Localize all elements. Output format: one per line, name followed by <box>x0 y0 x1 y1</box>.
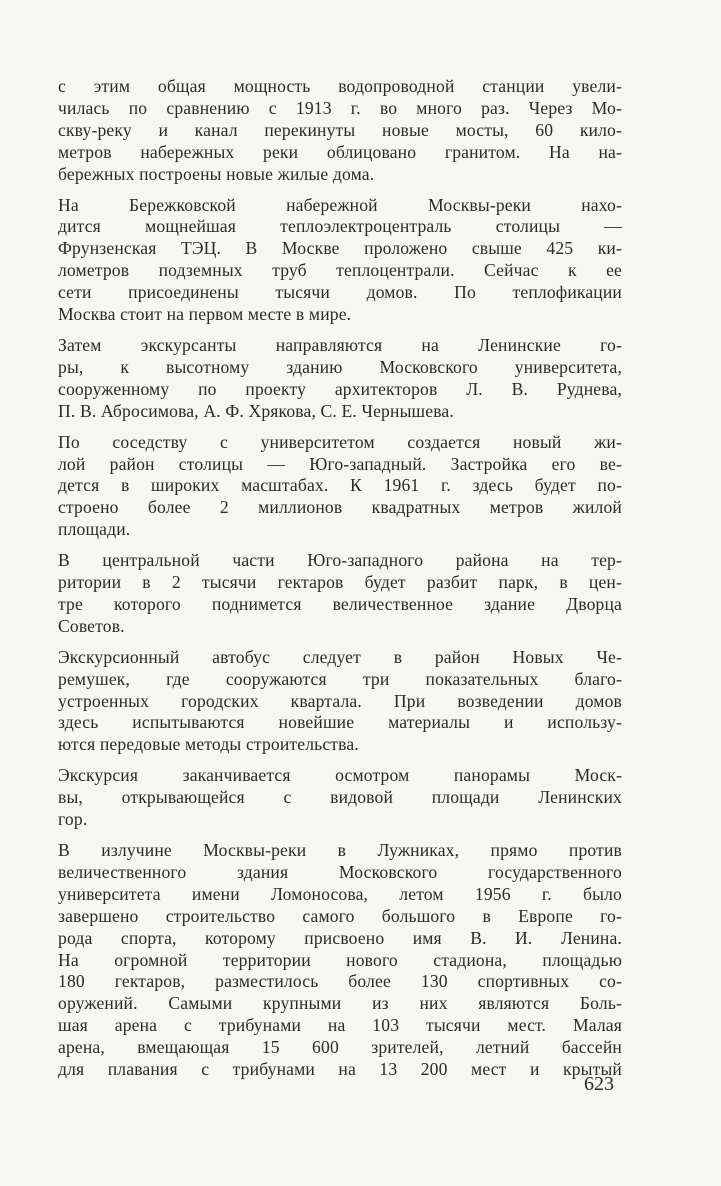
text-line: шая арена с трибунами на 103 тысячи мест. Малая <box>58 1015 622 1036</box>
text-line: здесь испытываются новейшие материалы и использу- <box>58 712 622 733</box>
text-line: Экскурсионный автобус следует в район Новых Че- <box>58 646 622 667</box>
text-line: лометров подземных труб теплоцентрали. Сейчас к ее <box>58 260 622 281</box>
paragraph <box>58 335 622 423</box>
body-text <box>58 76 622 1090</box>
text-line: сооруженному по проекту архитекторов Л. В. Руднева, <box>58 378 622 399</box>
text-line: сети присоединены тысячи домов. По теплофикации <box>58 282 622 303</box>
text-line: для плавания с трибунами на 13 200 мест и крытый <box>58 1059 622 1080</box>
text-line: вы, открывающейся с видовой площади Ленинских <box>58 787 622 808</box>
text-line: дится мощнейшая теплоэлектроцентраль столицы — <box>58 216 622 237</box>
text-line: В излучине Москвы-реки в Лужниках, прямо против <box>58 840 622 860</box>
page-number: 623 <box>584 1073 614 1095</box>
paragraph <box>58 432 622 542</box>
text-line: чилась по сравнению с 1913 г. во много раз. Через Мо- <box>58 97 622 118</box>
text-line: Затем экскурсанты направляются на Ленинские го- <box>58 334 622 355</box>
text-line: гор. <box>58 809 88 830</box>
text-line: 180 гектаров, разместилось более 130 спортивных со- <box>58 971 622 992</box>
text-line: П. В. Абросимова, А. Ф. Хрякова, С. Е. Чернышева. <box>58 400 454 421</box>
paragraph <box>58 840 622 1081</box>
text-line: величественного здания Московского государственного <box>58 861 622 882</box>
text-line: дется в широких масштабах. К 1961 г. здесь будет по- <box>58 475 622 496</box>
paragraph <box>58 765 622 831</box>
text-line: ритории в 2 тысячи гектаров будет разбит парк, в цен- <box>58 572 622 593</box>
text-line: ются передовые методы строительства. <box>58 734 359 755</box>
text-line: арена, вмещающая 15 600 зрителей, летний бассейн <box>58 1037 622 1058</box>
text-line: площади. <box>58 519 131 540</box>
text-line: На огромной территории нового стадиона, площадью <box>58 949 622 970</box>
text-line: ры, к высотному зданию Московского университета, <box>58 356 622 377</box>
paragraph <box>58 647 622 757</box>
text-line: оружений. Самыми крупными из них являются Боль- <box>58 993 622 1014</box>
text-line: завершено строительство самого большого в Европе го- <box>58 905 622 926</box>
text-line: строено более 2 миллионов квадратных метров жилой <box>58 497 622 518</box>
text-line: Фрунзенская ТЭЦ. В Москве проложено свыше 425 ки- <box>58 238 622 259</box>
text-line: тре которого поднимется величественное здание Дворца <box>58 593 622 614</box>
paragraph <box>58 76 622 186</box>
text-line: В центральной части Юго-западного района на тер- <box>58 550 622 571</box>
text-line: бережных построены новые жилые дома. <box>58 163 375 184</box>
text-line: с этим общая мощность водопроводной станции увели- <box>58 76 622 96</box>
paragraph <box>58 550 622 638</box>
text-line: лой район столицы — Юго-западный. Застройка его ве- <box>58 453 622 474</box>
paragraph <box>58 195 622 326</box>
text-line: университета имени Ломоносова, летом 1956 г. было <box>58 883 622 904</box>
text-line: ремушек, где сооружаются три показательных благо- <box>58 668 622 689</box>
text-line: устроенных городских квартала. При возведении домов <box>58 690 622 711</box>
text-line: Москва стоит на первом месте в мире. <box>58 304 352 325</box>
text-line: рода спорта, которому присвоено имя В. И. Ленина. <box>58 927 622 948</box>
text-line: Экскурсия заканчивается осмотром панорамы Моск- <box>58 765 622 786</box>
text-line: скву-реку и канал перекинуты новые мосты, 60 кило- <box>58 119 622 140</box>
text-line: Советов. <box>58 615 125 636</box>
text-line: На Бережковской набережной Москвы-реки нахо- <box>58 194 622 215</box>
text-line: По соседству с университетом создается новый жи- <box>58 431 622 452</box>
text-line: метров набережных реки облицовано гранитом. На на- <box>58 141 622 162</box>
